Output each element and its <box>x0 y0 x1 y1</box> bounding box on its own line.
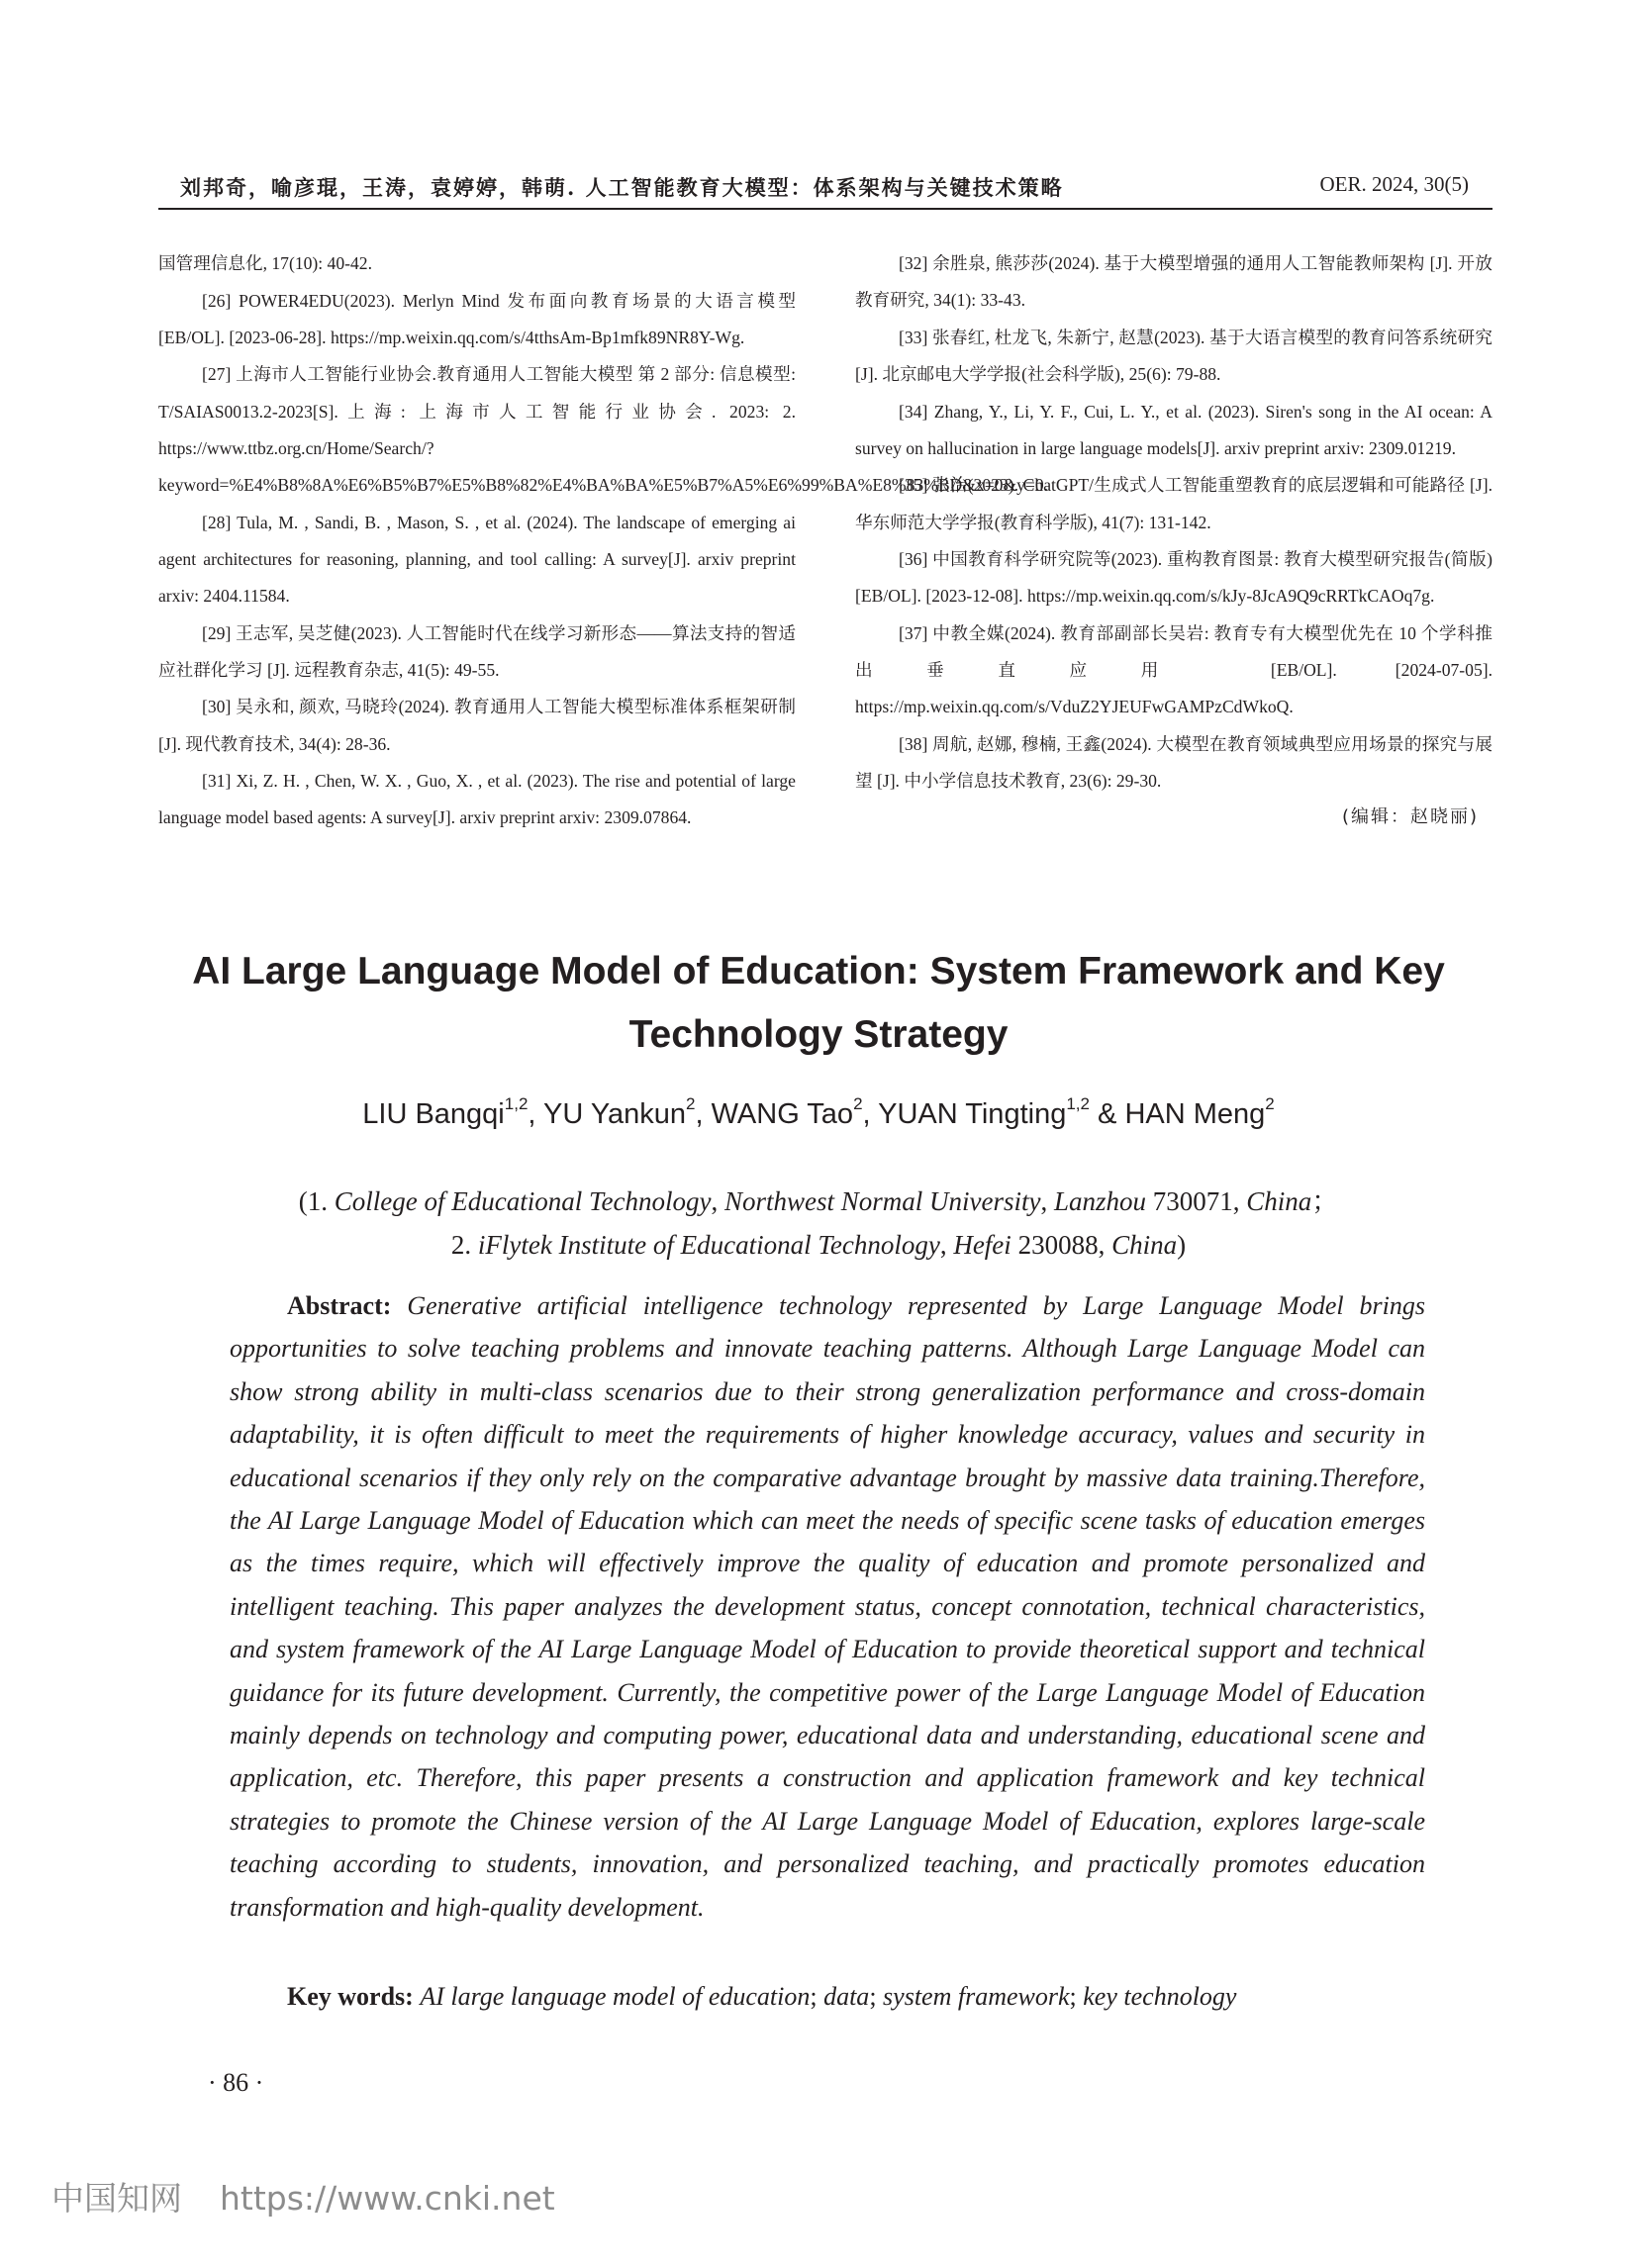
editor-note: (编辑：赵晓丽) <box>1341 805 1479 827</box>
header-authors-title: 刘邦奇，喻彦琨，王涛，袁婷婷，韩萌. 人工智能教育大模型：体系架构与关键技术策略 <box>180 175 1064 200</box>
affiliation-institute: iFlytek Institute of Educational Technology <box>477 1230 940 1260</box>
author-separator: , <box>695 1098 712 1130</box>
affiliation-line-2: 2. iFlytek Institute of Educational Technology, Hefei 230088, China) <box>450 1230 1187 1260</box>
keyword-item: AI large language model of education <box>420 1982 811 2011</box>
affiliation-zip: 730071 <box>1152 1186 1233 1216</box>
watermark-site-name: 中国知网 <box>51 2179 182 2218</box>
abstract-label: Abstract: <box>287 1291 392 1320</box>
keyword-separator: ; <box>869 1982 884 2011</box>
affiliation-zip: 230088 <box>1017 1230 1099 1260</box>
keyword-item: system framework <box>883 1982 1070 2011</box>
author-separator: , <box>528 1098 543 1130</box>
author-name: LIU Bangqi <box>362 1098 505 1130</box>
affiliation-line-1: (1. College of Educational Technology, Northwest Normal University, Lanzhou 730071, China； <box>298 1186 1339 1216</box>
affiliation-end: ) <box>1177 1230 1187 1260</box>
affiliation-city: Hefei <box>953 1230 1011 1260</box>
header-journal-issue: OER. 2024, 30(5) <box>1319 172 1469 196</box>
keywords-label: Key words: <box>287 1982 414 2011</box>
reference-item: [28] Tula, M. , Sandi, B. , Mason, S. , et al. (2024). The landscape of emerging ai agent architectures for reasoning, planning, and tool calling: A survey[J]. arxiv preprint arxiv: 2404.11584. <box>158 512 796 606</box>
keywords <box>287 1977 1425 2017</box>
affiliations <box>178 1180 1459 1267</box>
author-list <box>178 1094 1459 1131</box>
author-separator: & <box>1089 1098 1125 1130</box>
keyword-separator: ; <box>1069 1982 1084 2011</box>
cnki-watermark <box>51 2173 555 2220</box>
keyword-separator: ; <box>810 1982 824 2011</box>
author-name: HAN Meng <box>1124 1098 1266 1130</box>
references-right-column <box>855 245 1493 835</box>
reference-item: [37] 中教全媒(2024). 教育部副部长吴岩: 教育专有大模型优先在 10 个学科推出垂直应用 [EB/OL]. [2024-07-05]. https://mp.weixin.qq.com/s/VduZ2YJEUFwGAMPzCdWkoQ. <box>855 622 1493 717</box>
affiliation-country: China <box>1246 1186 1312 1216</box>
author-name: YUAN Tingting <box>878 1098 1067 1130</box>
references-left-column <box>158 245 1049 837</box>
author-affiliation-mark: 2 <box>853 1094 863 1113</box>
abstract-text: Generative artificial intelligence technology represented by Large Language Model brings opportunities to solve teaching problems and innovate teaching patterns. Although Large Language Model can show strong ability in multi-class scenarios due to their strong generalization performance and cross-domain adaptability, it is often difficult to meet the requirements of higher knowledge accuracy, values and security in educational scenarios if they only rely on the comparative advantage brought by massive data training.Therefore, the AI Large Language Model of Education which can meet the needs of specific scene tasks of education emerges as the times require, which will effectively improve the quality of education and promote personalized and intelligent teaching. This paper analyzes the development status, concept connotation, technical characteristics, and system framework of the AI Large Language Model of Education to provide theoretical support and technical guidance for its future development. Currently, the competitive power of the Large Language Model of Education mainly depends on technology and computing power, educational data and understanding, educational scene and application, etc. Therefore, this paper presents a construction and application framework and key technical strategies to promote the Chinese version of the AI Large Language Model of Education, explores large-scale teaching according to students, innovation, and personalized teaching, and practically promotes education transformation and high-quality development. <box>230 1291 1426 1922</box>
running-header <box>158 170 1493 210</box>
author-affiliation-mark: 1,2 <box>504 1094 529 1113</box>
affiliation-country: China <box>1111 1230 1178 1260</box>
author-name: WANG Tao <box>711 1098 854 1130</box>
reference-item: [30] 吴永和, 颜欢, 马晓玲(2024). 教育通用人工智能大模型标准体系框架研制 [J]. 现代教育技术, 34(4): 28-36. <box>158 697 796 754</box>
reference-item: 国管理信息化, 17(10): 40-42. <box>158 253 372 273</box>
affiliation-prefix: (1. <box>298 1186 335 1216</box>
reference-item: [27] 上海市人工智能行业协会.教育通用人工智能大模型 第 2 部分: 信息模型: T/SAIAS0013.2-2023[S].上海: 上海市人工智能行业协会. 2023: 2. https://www.ttbz.org.cn/Home/Search/?keyword=%E4%B8%8A%E6%B5%B7%E5%B8%82%E4%BA%BA%E5%B7%A5%E6%99%BA%E8%83%BD&x=0&y=0. <box>158 364 1049 495</box>
english-title: AI Large Language Model of Education: System Framework and Key Technology Strategy <box>192 950 1445 1056</box>
reference-item: [36] 中国教育科学研究院等(2023). 重构教育图景: 教育大模型研究报告(简版)[EB/OL]. [2023-12-08]. https://mp.weixin.qq.com/s/kJy-8JcA9Q9cRRTkCAOq7g. <box>855 549 1493 607</box>
affiliation-prefix: 2. <box>450 1230 478 1260</box>
reference-item: [38] 周航, 赵娜, 穆楠, 王鑫(2024). 大模型在教育领域典型应用场景的探究与展望 [J]. 中小学信息技术教育, 23(6): 29-30. <box>855 733 1493 792</box>
watermark-url: https://www.cnki.net <box>220 2179 555 2218</box>
author-affiliation-mark: 2 <box>1265 1094 1275 1113</box>
author-separator: , <box>862 1098 879 1130</box>
reference-item: [29] 王志军, 吴芝健(2023). 人工智能时代在线学习新形态——算法支持的智适应社群化学习 [J]. 远程教育杂志, 41(5): 49-55. <box>158 622 796 680</box>
author-affiliation-mark: 1,2 <box>1066 1094 1090 1113</box>
reference-item: [35] 张治(2023). ChatGPT/生成式人工智能重塑教育的底层逻辑和可能路径 [J]. 华东师范大学学报(教育科学版), 41(7): 131-142. <box>855 475 1493 532</box>
author-name: YU Yankun <box>543 1098 687 1130</box>
keyword-item: data <box>823 1982 870 2011</box>
reference-item: [31] Xi, Z. H. , Chen, W. X. , Guo, X. , et al. (2023). The rise and potential of large language model based agents: A survey[J]. arxiv preprint arxiv: 2309.07864. <box>158 771 796 828</box>
reference-item: [32] 余胜泉, 熊莎莎(2024). 基于大模型增强的通用人工智能教师架构 [J]. 开放教育研究, 34(1): 33-43. <box>855 253 1493 311</box>
affiliation-end: ； <box>1311 1186 1339 1216</box>
author-affiliation-mark: 2 <box>686 1094 696 1113</box>
abstract <box>230 1284 1425 1929</box>
reference-item: [33] 张春红, 杜龙飞, 朱新宁, 赵慧(2023). 基于大语言模型的教育问答系统研究 [J]. 北京邮电大学学报(社会科学版), 25(6): 79-88. <box>855 327 1493 384</box>
affiliation-city: Lanzhou <box>1053 1186 1146 1216</box>
page-number: · 86 · <box>208 2068 264 2097</box>
affiliation-university: Northwest Normal University <box>723 1186 1041 1216</box>
reference-item: [26] POWER4EDU(2023). Merlyn Mind 发布面向教育场景的大语言模型 [EB/OL]. [2023-06-28]. https://mp.weixin.qq.com/s/4tthsAm-Bp1mfk89NR8Y-Wg. <box>158 290 796 347</box>
affiliation-college: College of Educational Technology <box>334 1186 712 1216</box>
keyword-item: key technology <box>1083 1982 1237 2011</box>
reference-item: [34] Zhang, Y., Li, Y. F., Cui, L. Y., et al. (2023). Siren's song in the AI ocean: A survey on hallucination in large language models[J]. arxiv preprint arxiv: 2309.01219. <box>855 401 1493 458</box>
